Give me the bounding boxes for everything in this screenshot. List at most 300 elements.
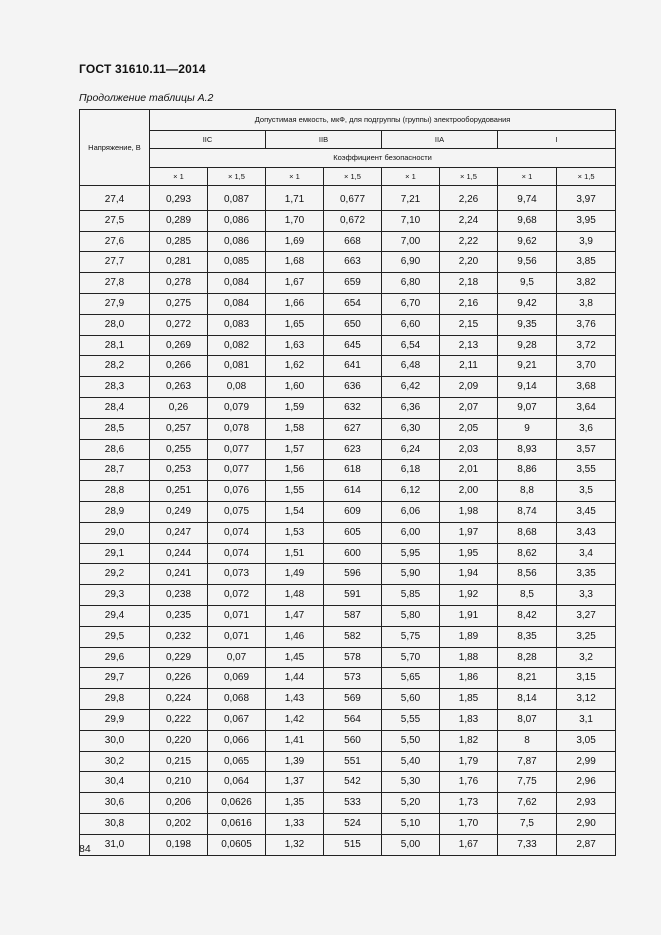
table-row [80, 377, 616, 398]
capacity-cell: 2,20 [440, 252, 498, 273]
capacity-cell: 8,21 [498, 668, 557, 689]
capacity-cell: 2,18 [440, 273, 498, 294]
table-row [80, 356, 616, 377]
capacity-cell: 7,62 [498, 793, 557, 814]
safety-factor-header: Коэффициент безопасности [150, 149, 616, 168]
capacity-cell: 3,55 [557, 460, 616, 481]
capacity-cell: 3,70 [557, 356, 616, 377]
capacity-cell: 645 [324, 335, 382, 356]
capacity-cell: 627 [324, 418, 382, 439]
voltage-header: Напряжение, В [80, 110, 150, 186]
capacity-cell: 0,064 [208, 772, 266, 793]
capacity-cell: 1,47 [266, 605, 324, 626]
capacity-cell: 9,74 [498, 186, 557, 211]
capacity-cell: 1,54 [266, 501, 324, 522]
capacity-cell: 0,086 [208, 210, 266, 231]
capacity-cell: 0,249 [150, 501, 208, 522]
table-row [80, 813, 616, 834]
voltage-cell: 29,7 [80, 668, 150, 689]
capacity-cell: 0,076 [208, 481, 266, 502]
capacity-cell: 9,14 [498, 377, 557, 398]
capacity-cell: 0,278 [150, 273, 208, 294]
voltage-cell: 28,6 [80, 439, 150, 460]
capacity-cell: 2,96 [557, 772, 616, 793]
capacity-cell: 8,74 [498, 501, 557, 522]
capacity-cell: 587 [324, 605, 382, 626]
capacity-cell: 0,269 [150, 335, 208, 356]
group-header: IIB [266, 131, 382, 149]
capacity-cell: 7,21 [382, 186, 440, 211]
capacity-cell: 0,198 [150, 834, 208, 855]
capacity-cell: 1,65 [266, 314, 324, 335]
voltage-cell: 27,5 [80, 210, 150, 231]
factor-header: × 1 [266, 168, 324, 186]
capacity-cell: 5,00 [382, 834, 440, 855]
capacity-cell: 0,083 [208, 314, 266, 335]
capacity-cell: 2,11 [440, 356, 498, 377]
table-row [80, 481, 616, 502]
capacity-cell: 5,90 [382, 564, 440, 585]
capacity-cell: 1,86 [440, 668, 498, 689]
voltage-cell: 27,8 [80, 273, 150, 294]
capacity-cell: 0,235 [150, 605, 208, 626]
table-caption: Продолжение таблицы А.2 [79, 92, 214, 104]
capacity-cell: 0,244 [150, 543, 208, 564]
capacity-cell: 6,80 [382, 273, 440, 294]
capacity-cell: 8,68 [498, 522, 557, 543]
capacity-cell: 8,56 [498, 564, 557, 585]
capacity-cell: 0,071 [208, 605, 266, 626]
table-row [80, 501, 616, 522]
capacity-cell: 3,25 [557, 626, 616, 647]
capacity-cell: 3,5 [557, 481, 616, 502]
capacity-cell: 582 [324, 626, 382, 647]
capacity-cell: 1,67 [440, 834, 498, 855]
capacity-cell: 7,00 [382, 231, 440, 252]
table-row [80, 626, 616, 647]
capacity-cell: 1,51 [266, 543, 324, 564]
table-row [80, 793, 616, 814]
voltage-cell: 30,2 [80, 751, 150, 772]
capacity-cell: 533 [324, 793, 382, 814]
capacity-cell: 5,40 [382, 751, 440, 772]
capacity-cell: 3,72 [557, 335, 616, 356]
capacity-cell: 0,082 [208, 335, 266, 356]
capacity-cell: 6,12 [382, 481, 440, 502]
capacity-cell: 2,22 [440, 231, 498, 252]
capacity-cell: 0,07 [208, 647, 266, 668]
capacity-cell: 3,68 [557, 377, 616, 398]
capacity-cell: 5,65 [382, 668, 440, 689]
capacity-cell: 0,281 [150, 252, 208, 273]
capacity-cell: 0,220 [150, 730, 208, 751]
factor-header: × 1 [382, 168, 440, 186]
capacity-cell: 0,08 [208, 377, 266, 398]
capacity-cell: 3,05 [557, 730, 616, 751]
capacity-cell: 1,49 [266, 564, 324, 585]
capacity-cell: 0,222 [150, 709, 208, 730]
capacity-cell: 8,07 [498, 709, 557, 730]
capacity-cell: 569 [324, 689, 382, 710]
capacity-cell: 0,087 [208, 186, 266, 211]
voltage-cell: 27,4 [80, 186, 150, 211]
capacity-cell: 2,15 [440, 314, 498, 335]
voltage-cell: 28,5 [80, 418, 150, 439]
capacity-cell: 650 [324, 314, 382, 335]
capacity-cell: 0,251 [150, 481, 208, 502]
capacity-cell: 1,79 [440, 751, 498, 772]
capacity-cell: 0,241 [150, 564, 208, 585]
capacity-cell: 1,95 [440, 543, 498, 564]
capacity-cell: 6,00 [382, 522, 440, 543]
capacity-cell: 6,24 [382, 439, 440, 460]
capacity-cell: 6,60 [382, 314, 440, 335]
capacity-cell: 0,072 [208, 585, 266, 606]
capacity-cell: 1,39 [266, 751, 324, 772]
capacity-cell: 564 [324, 709, 382, 730]
capacity-cell: 1,60 [266, 377, 324, 398]
table-row [80, 564, 616, 585]
capacity-cell: 1,35 [266, 793, 324, 814]
capacity-cell: 0,077 [208, 460, 266, 481]
capacity-cell: 1,48 [266, 585, 324, 606]
capacity-cell: 5,50 [382, 730, 440, 751]
capacity-cell: 0,275 [150, 293, 208, 314]
capacity-cell: 1,56 [266, 460, 324, 481]
capacity-cell: 7,5 [498, 813, 557, 834]
capacity-cell: 0,086 [208, 231, 266, 252]
capacity-cell: 1,57 [266, 439, 324, 460]
capacity-cell: 6,90 [382, 252, 440, 273]
voltage-cell: 29,5 [80, 626, 150, 647]
capacity-cell: 0,066 [208, 730, 266, 751]
group-header: I [498, 131, 616, 149]
capacity-cell: 542 [324, 772, 382, 793]
capacity-cell: 641 [324, 356, 382, 377]
voltage-cell: 29,9 [80, 709, 150, 730]
capacity-cell: 600 [324, 543, 382, 564]
capacity-cell: 0,068 [208, 689, 266, 710]
capacity-cell: 8,86 [498, 460, 557, 481]
capacity-cell: 9,35 [498, 314, 557, 335]
capacity-cell: 1,46 [266, 626, 324, 647]
capacity-header: Допустимая емкость, мкФ, для подгруппы (группы) электрооборудования [150, 110, 616, 131]
capacity-cell: 5,80 [382, 605, 440, 626]
table-row [80, 709, 616, 730]
capacity-cell: 3,76 [557, 314, 616, 335]
capacity-cell: 8,28 [498, 647, 557, 668]
capacity-cell: 8,42 [498, 605, 557, 626]
capacity-cell: 6,30 [382, 418, 440, 439]
capacity-cell: 0,0626 [208, 793, 266, 814]
capacity-cell: 1,89 [440, 626, 498, 647]
voltage-cell: 31,0 [80, 834, 150, 855]
capacity-cell: 3,6 [557, 418, 616, 439]
capacity-cell: 2,13 [440, 335, 498, 356]
capacity-cell: 9,21 [498, 356, 557, 377]
table-row [80, 314, 616, 335]
capacity-cell: 6,36 [382, 397, 440, 418]
capacity-cell: 7,75 [498, 772, 557, 793]
capacity-cell: 8,8 [498, 481, 557, 502]
table-row [80, 668, 616, 689]
table-row [80, 210, 616, 231]
voltage-cell: 28,7 [80, 460, 150, 481]
table-row [80, 522, 616, 543]
capacity-cell: 2,09 [440, 377, 498, 398]
capacity-cell: 3,95 [557, 210, 616, 231]
capacity-cell: 2,01 [440, 460, 498, 481]
voltage-cell: 27,6 [80, 231, 150, 252]
capacity-cell: 0,247 [150, 522, 208, 543]
voltage-cell: 28,4 [80, 397, 150, 418]
capacity-cell: 0,272 [150, 314, 208, 335]
capacity-cell: 1,67 [266, 273, 324, 294]
capacity-cell: 1,59 [266, 397, 324, 418]
capacity-cell: 0,206 [150, 793, 208, 814]
factor-header: × 1,5 [557, 168, 616, 186]
capacity-cell: 663 [324, 252, 382, 273]
table-body [80, 186, 616, 856]
capacity-cell: 1,63 [266, 335, 324, 356]
group-header: IIA [382, 131, 498, 149]
capacity-cell: 6,54 [382, 335, 440, 356]
capacity-cell: 551 [324, 751, 382, 772]
capacity-cell: 0,672 [324, 210, 382, 231]
capacity-cell: 6,06 [382, 501, 440, 522]
capacity-cell: 0,293 [150, 186, 208, 211]
capacity-cell: 578 [324, 647, 382, 668]
capacity-cell: 7,10 [382, 210, 440, 231]
capacity-cell: 9,56 [498, 252, 557, 273]
capacity-cell: 9,68 [498, 210, 557, 231]
capacity-cell: 0,289 [150, 210, 208, 231]
capacity-cell: 9,5 [498, 273, 557, 294]
capacity-cell: 3,3 [557, 585, 616, 606]
capacity-cell: 1,58 [266, 418, 324, 439]
capacity-cell: 1,37 [266, 772, 324, 793]
capacity-cell: 605 [324, 522, 382, 543]
voltage-cell: 27,9 [80, 293, 150, 314]
voltage-cell: 30,8 [80, 813, 150, 834]
capacity-cell: 0,238 [150, 585, 208, 606]
capacity-cell: 1,41 [266, 730, 324, 751]
capacity-cell: 0,074 [208, 543, 266, 564]
capacity-cell: 0,084 [208, 273, 266, 294]
capacity-cell: 0,085 [208, 252, 266, 273]
capacity-cell: 1,45 [266, 647, 324, 668]
capacity-cell: 524 [324, 813, 382, 834]
capacity-cell: 5,75 [382, 626, 440, 647]
capacity-cell: 0,067 [208, 709, 266, 730]
voltage-cell: 28,3 [80, 377, 150, 398]
capacity-cell: 591 [324, 585, 382, 606]
capacity-cell: 5,20 [382, 793, 440, 814]
table-row [80, 689, 616, 710]
capacity-cell: 1,70 [440, 813, 498, 834]
capacity-cell: 0,26 [150, 397, 208, 418]
capacity-cell: 6,18 [382, 460, 440, 481]
capacity-cell: 1,85 [440, 689, 498, 710]
capacity-cell: 2,03 [440, 439, 498, 460]
capacity-cell: 1,62 [266, 356, 324, 377]
capacity-cell: 9,07 [498, 397, 557, 418]
capacity-cell: 8 [498, 730, 557, 751]
capacity-cell: 1,53 [266, 522, 324, 543]
capacity-cell: 1,44 [266, 668, 324, 689]
capacity-cell: 1,70 [266, 210, 324, 231]
capacity-cell: 0,075 [208, 501, 266, 522]
table-row [80, 730, 616, 751]
capacity-cell: 0,210 [150, 772, 208, 793]
table-row [80, 585, 616, 606]
voltage-cell: 28,8 [80, 481, 150, 502]
capacity-cell: 6,42 [382, 377, 440, 398]
capacity-cell: 2,90 [557, 813, 616, 834]
voltage-cell: 30,4 [80, 772, 150, 793]
voltage-cell: 29,8 [80, 689, 150, 710]
capacity-cell: 7,33 [498, 834, 557, 855]
capacity-cell: 3,27 [557, 605, 616, 626]
capacity-cell: 3,82 [557, 273, 616, 294]
capacity-cell: 8,35 [498, 626, 557, 647]
capacity-cell: 1,94 [440, 564, 498, 585]
capacity-cell: 1,42 [266, 709, 324, 730]
factor-header: × 1,5 [440, 168, 498, 186]
capacity-cell: 0,0605 [208, 834, 266, 855]
capacity-cell: 1,32 [266, 834, 324, 855]
capacity-cell: 3,97 [557, 186, 616, 211]
capacity-cell: 2,24 [440, 210, 498, 231]
capacity-cell: 3,12 [557, 689, 616, 710]
capacity-cell: 1,88 [440, 647, 498, 668]
capacity-cell: 0,229 [150, 647, 208, 668]
capacity-cell: 609 [324, 501, 382, 522]
capacity-cell: 0,253 [150, 460, 208, 481]
capacity-cell: 8,93 [498, 439, 557, 460]
capacity-table [79, 109, 616, 856]
capacity-cell: 2,00 [440, 481, 498, 502]
table-row [80, 252, 616, 273]
capacity-cell: 1,68 [266, 252, 324, 273]
factor-header: × 1,5 [324, 168, 382, 186]
capacity-cell: 3,1 [557, 709, 616, 730]
capacity-cell: 9 [498, 418, 557, 439]
table-row [80, 460, 616, 481]
capacity-cell: 1,43 [266, 689, 324, 710]
voltage-cell: 28,2 [80, 356, 150, 377]
capacity-cell: 614 [324, 481, 382, 502]
capacity-cell: 1,66 [266, 293, 324, 314]
voltage-cell: 29,3 [80, 585, 150, 606]
capacity-cell: 5,85 [382, 585, 440, 606]
voltage-cell: 29,1 [80, 543, 150, 564]
document-title: ГОСТ 31610.11—2014 [79, 62, 206, 76]
capacity-cell: 5,55 [382, 709, 440, 730]
table-row [80, 751, 616, 772]
table-row [80, 418, 616, 439]
capacity-cell: 0,255 [150, 439, 208, 460]
capacity-cell: 1,55 [266, 481, 324, 502]
capacity-cell: 2,05 [440, 418, 498, 439]
capacity-cell: 0,202 [150, 813, 208, 834]
capacity-cell: 1,73 [440, 793, 498, 814]
capacity-cell: 3,57 [557, 439, 616, 460]
voltage-cell: 29,2 [80, 564, 150, 585]
page-number: 84 [79, 843, 91, 855]
capacity-cell: 596 [324, 564, 382, 585]
capacity-cell: 0,084 [208, 293, 266, 314]
capacity-cell: 0,078 [208, 418, 266, 439]
capacity-cell: 3,35 [557, 564, 616, 585]
capacity-cell: 1,69 [266, 231, 324, 252]
capacity-cell: 668 [324, 231, 382, 252]
voltage-cell: 29,0 [80, 522, 150, 543]
capacity-cell: 636 [324, 377, 382, 398]
capacity-cell: 1,76 [440, 772, 498, 793]
capacity-cell: 0,263 [150, 377, 208, 398]
capacity-cell: 0,224 [150, 689, 208, 710]
capacity-cell: 0,677 [324, 186, 382, 211]
capacity-cell: 560 [324, 730, 382, 751]
capacity-cell: 8,62 [498, 543, 557, 564]
table-row [80, 273, 616, 294]
capacity-cell: 5,60 [382, 689, 440, 710]
capacity-cell: 1,71 [266, 186, 324, 211]
voltage-cell: 27,7 [80, 252, 150, 273]
table-row [80, 605, 616, 626]
table-row [80, 439, 616, 460]
capacity-cell: 3,9 [557, 231, 616, 252]
capacity-cell: 0,077 [208, 439, 266, 460]
capacity-cell: 5,70 [382, 647, 440, 668]
factor-header: × 1 [498, 168, 557, 186]
voltage-cell: 30,6 [80, 793, 150, 814]
capacity-cell: 1,33 [266, 813, 324, 834]
table-row [80, 293, 616, 314]
capacity-cell: 573 [324, 668, 382, 689]
capacity-cell: 0,0616 [208, 813, 266, 834]
table-row [80, 335, 616, 356]
capacity-cell: 0,065 [208, 751, 266, 772]
capacity-cell: 2,26 [440, 186, 498, 211]
capacity-cell: 3,85 [557, 252, 616, 273]
table-row [80, 231, 616, 252]
capacity-cell: 8,5 [498, 585, 557, 606]
capacity-cell: 0,226 [150, 668, 208, 689]
voltage-cell: 28,9 [80, 501, 150, 522]
group-header: IIC [150, 131, 266, 149]
capacity-cell: 0,285 [150, 231, 208, 252]
capacity-cell: 5,30 [382, 772, 440, 793]
capacity-cell: 2,87 [557, 834, 616, 855]
capacity-cell: 6,48 [382, 356, 440, 377]
capacity-cell: 2,99 [557, 751, 616, 772]
capacity-cell: 2,07 [440, 397, 498, 418]
capacity-cell: 0,232 [150, 626, 208, 647]
capacity-cell: 623 [324, 439, 382, 460]
capacity-cell: 1,82 [440, 730, 498, 751]
table-row [80, 186, 616, 211]
capacity-cell: 9,28 [498, 335, 557, 356]
capacity-cell: 1,97 [440, 522, 498, 543]
capacity-cell: 3,15 [557, 668, 616, 689]
capacity-cell: 654 [324, 293, 382, 314]
capacity-cell: 2,16 [440, 293, 498, 314]
capacity-cell: 9,62 [498, 231, 557, 252]
capacity-cell: 3,8 [557, 293, 616, 314]
capacity-cell: 5,95 [382, 543, 440, 564]
